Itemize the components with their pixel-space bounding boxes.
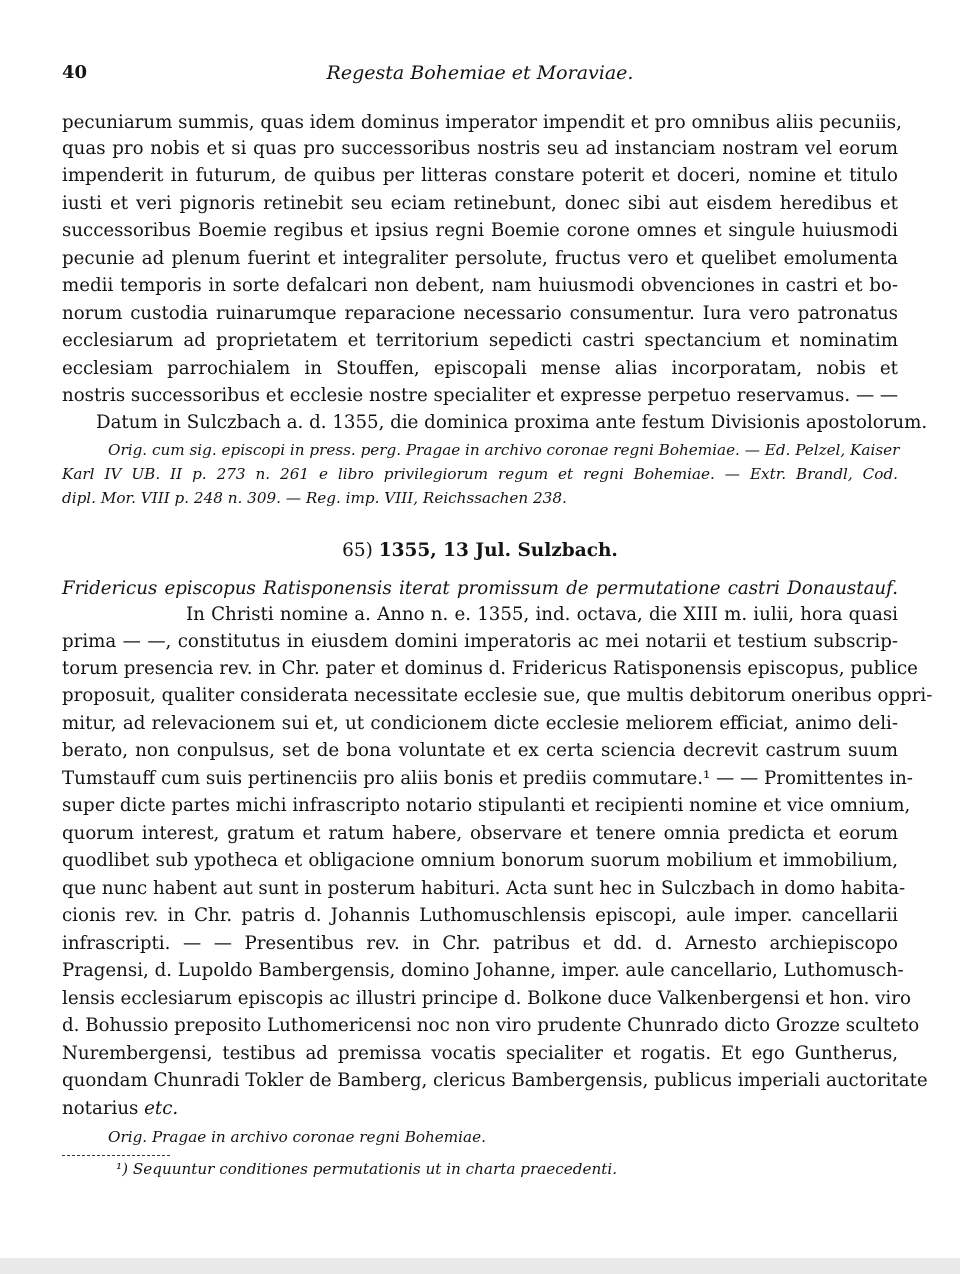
entry-number: 65) bbox=[342, 540, 373, 561]
text-line: Pragensi, d. Lupoldo Bambergensis, domino Johanne, imper. aule cancellario, Luthomusch- bbox=[62, 960, 904, 981]
editorial-note-line: Orig. cum sig. episcopi in press. perg. Pragae in archivo coronae regni Bohemiae. — Ed. Pelzel, Kaiser bbox=[108, 441, 900, 459]
page-number: 40 bbox=[62, 62, 88, 83]
text-line: mitur, ad relevacionem sui et, ut condicionem dicte ecclesie meliorem efficiat, animo deli- bbox=[62, 713, 898, 734]
text-line: quorum interest, gratum et ratum habere, observare et tenere omnia predicta et eorum bbox=[62, 823, 898, 844]
text-line: pecunie ad plenum fuerint et integraliter persolute, fructus vero et quelibet emolumenta bbox=[62, 248, 898, 269]
footnote: ¹) Sequuntur conditiones permutationis ut in charta praecedenti. bbox=[116, 1160, 618, 1178]
text-line: torum presencia rev. in Chr. pater et dominus d. Fridericus Ratisponensis episcopus, publice bbox=[62, 658, 918, 679]
entry-date-place: 1355, 13 Jul. Sulzbach. bbox=[378, 540, 618, 561]
text-line: infrascripti. — — Presentibus rev. in Chr. patribus et dd. d. Arnesto archiepiscopo bbox=[62, 933, 898, 954]
text-line: cionis rev. in Chr. patris d. Johannis Luthomuschlensis episcopi, aule imper. cancellarii bbox=[62, 905, 898, 926]
text-line: nostris successoribus et ecclesie nostre specialiter et expresse perpetuo reservamus. — — bbox=[62, 385, 899, 406]
closing-etc: etc. bbox=[144, 1098, 179, 1119]
text-line: Nurembergensi, testibus ad premissa vocatis specialiter et rogatis. Et ego Guntherus, bbox=[62, 1043, 898, 1064]
text-line: norum custodia ruinarumque reparacione necessario consumentur. Iura vero patronatus bbox=[62, 303, 898, 324]
closing-text: notarius bbox=[62, 1098, 139, 1119]
text-line: lensis ecclesiarum episcopis ac illustri principe d. Bolkone duce Valkenbergensi et hon. viro bbox=[62, 988, 911, 1009]
datum-line: Datum in Sulczbach a. d. 1355, die dominica proxima ante festum Divisionis apostolorum. bbox=[96, 412, 928, 433]
entry-heading bbox=[62, 538, 898, 564]
footnote-divider bbox=[62, 1155, 170, 1156]
text-line: que nunc habent aut sunt in posterum habituri. Acta sunt hec in Sulczbach in domo habita- bbox=[62, 878, 906, 899]
text-line: impenderit in futurum, de quibus per litteras constare poterit et doceri, nomine et titulo bbox=[62, 165, 898, 186]
text-line: medii temporis in sorte defalcari non debent, nam huiusmodi obvenciones in castri et bo- bbox=[62, 275, 898, 296]
scan-bottom-band bbox=[0, 1258, 960, 1274]
closing-line bbox=[62, 1096, 898, 1122]
editorial-note-line: dipl. Mor. VIII p. 248 n. 309. — Reg. imp. VIII, Reichssachen 238. bbox=[62, 489, 567, 507]
text-line: pecuniarum summis, quas idem dominus imperator impendit et pro omnibus aliis pecuniis, bbox=[62, 112, 902, 133]
text-line: successoribus Boemie regibus et ipsius regni Boemie corone omnes et singule huiusmodi bbox=[62, 220, 898, 241]
text-line: ecclesiam parrochialem in Stouffen, episcopali mense alias incorporatam, nobis et bbox=[62, 358, 898, 379]
text-line: prima — —, constitutus in eiusdem domini imperatoris ac mei notarii et testium subscrip- bbox=[62, 631, 898, 652]
text-line: quodlibet sub ypotheca et obligacione omnium bonorum suorum mobilium et immobilium, bbox=[62, 850, 898, 871]
text-line: ecclesiarum ad proprietatem et territorium sepedicti castri spectancium et nominatim bbox=[62, 330, 898, 351]
running-title: Regesta Bohemiae et Moraviae. bbox=[326, 62, 634, 84]
text-line: Tumstauff cum suis pertinenciis pro aliis bonis et prediis commutare.¹ — — Promittentes in- bbox=[62, 768, 913, 789]
text-line: super dicte partes michi infrascripto notario stipulanti et recipienti nomine et vice omnium, bbox=[62, 795, 911, 816]
text-line: proposuit, qualiter considerata necessitate ecclesie sue, que multis debitorum oneribus oppri- bbox=[62, 685, 933, 706]
source-note: Orig. Pragae in archivo coronae regni Bohemiae. bbox=[108, 1128, 486, 1146]
text-line: d. Bohussio preposito Luthomericensi noc non viro prudente Chunrado dicto Grozze sculteto bbox=[62, 1015, 920, 1036]
running-head bbox=[62, 62, 898, 86]
entry-opening: In Christi nomine a. Anno n. e. 1355, ind. octava, die XIII m. iulii, hora quasi bbox=[186, 604, 898, 625]
text-line: quondam Chunradi Tokler de Bamberg, clericus Bambergensis, publicus imperiali auctoritate bbox=[62, 1070, 928, 1091]
text-line: quas pro nobis et si quas pro successoribus nostris seu ad instanciam nostram vel eorum bbox=[62, 138, 898, 159]
text-line: iusti et veri pignoris retinebit seu eciam retinebunt, donec sibi aut eisdem heredibus et bbox=[62, 193, 898, 214]
entry-summary: Fridericus episcopus Ratisponensis iterat promissum de permutatione castri Donaustauf. bbox=[62, 578, 898, 599]
editorial-note-line: Karl IV UB. II p. 273 n. 261 e libro privilegiorum regum et regni Bohemiae. — Extr. Brandl, Cod. bbox=[62, 465, 898, 483]
text-line: berato, non conpulsus, set de bona voluntate et ex certa sciencia decrevit castrum suum bbox=[62, 740, 898, 761]
